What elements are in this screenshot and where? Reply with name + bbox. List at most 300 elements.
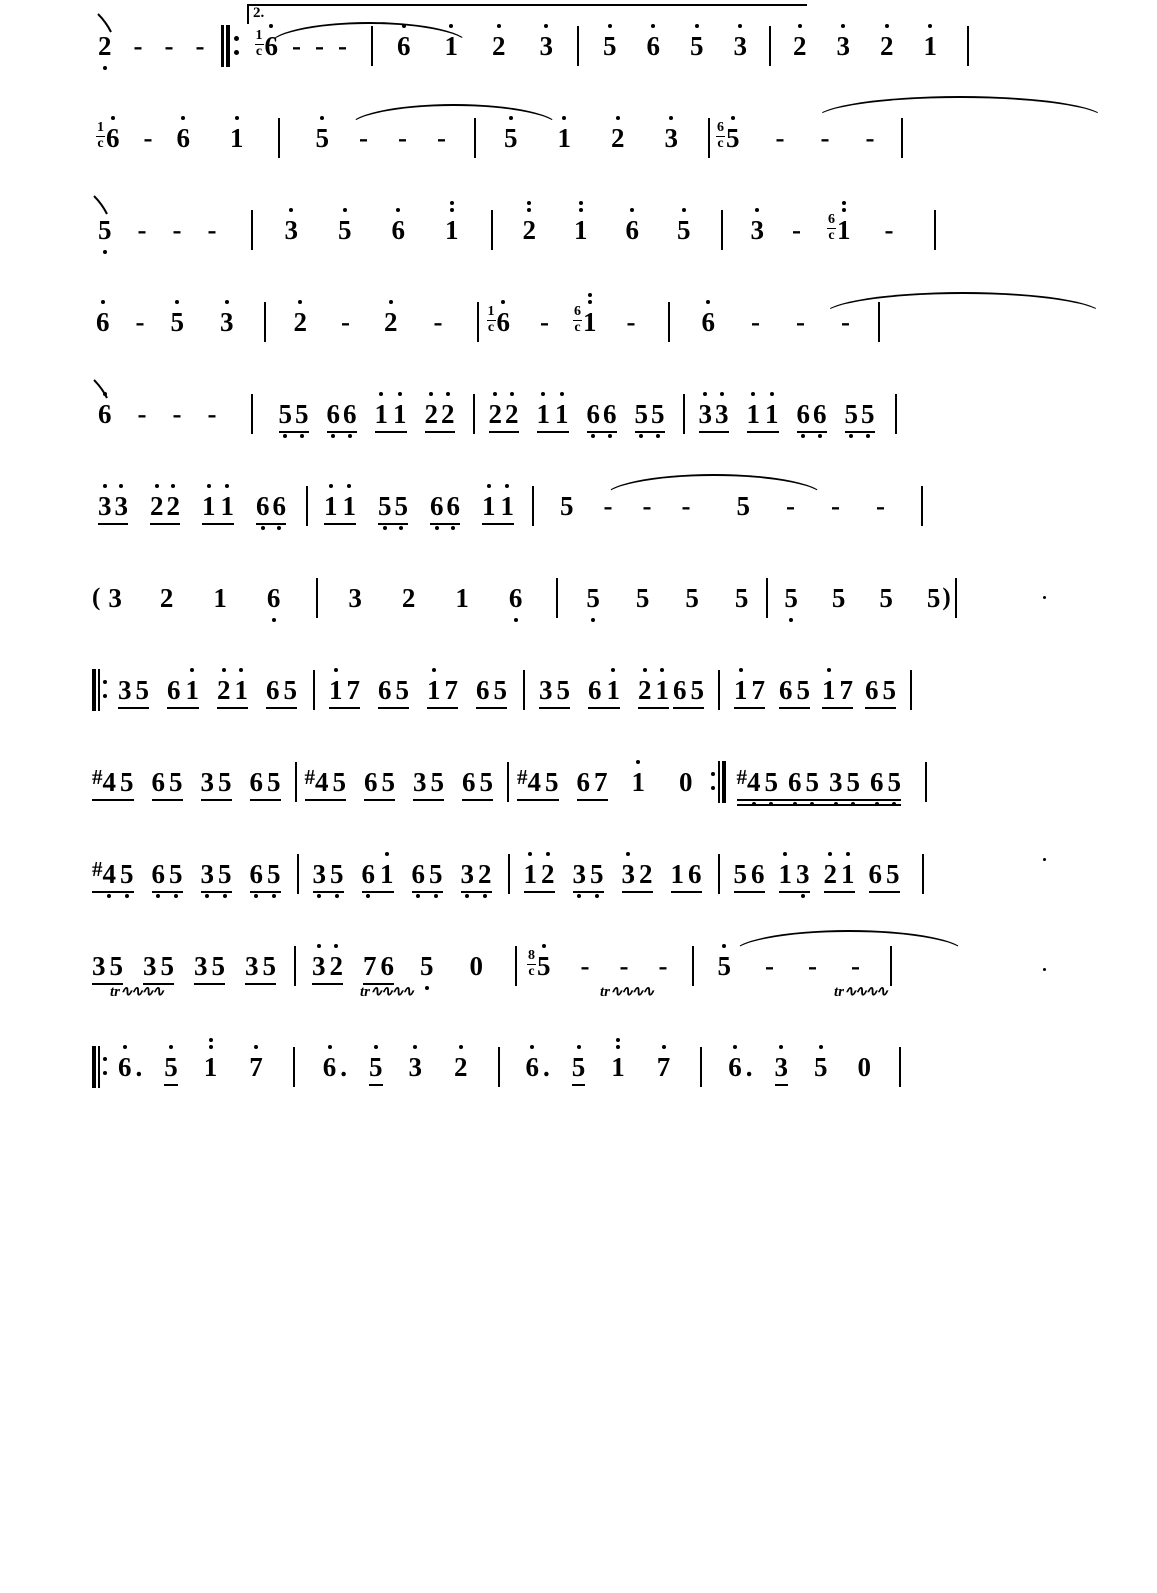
note: 5 bbox=[218, 861, 232, 888]
barline bbox=[925, 762, 927, 802]
beamed-note-group bbox=[430, 490, 460, 521]
beamed-note-group bbox=[774, 1051, 789, 1082]
note: 3 bbox=[837, 33, 851, 60]
note: 5 bbox=[685, 582, 699, 613]
barline bbox=[293, 1047, 295, 1087]
note: 1 bbox=[380, 861, 394, 888]
note: 1 bbox=[445, 217, 459, 244]
note: 5 bbox=[603, 33, 617, 60]
sharp-accidental: # bbox=[92, 764, 103, 789]
note: 6 bbox=[250, 861, 264, 888]
barline bbox=[895, 394, 897, 434]
beamed-note-group bbox=[164, 1051, 178, 1082]
note: 6 bbox=[626, 217, 640, 244]
note-extender: - bbox=[195, 30, 205, 61]
note: 5 bbox=[430, 766, 444, 797]
note: 6 bbox=[96, 309, 110, 336]
note-extender: - bbox=[820, 122, 830, 153]
barline bbox=[766, 578, 768, 618]
note: 5 bbox=[861, 401, 875, 428]
note-extender: - bbox=[603, 490, 613, 521]
note: 5 bbox=[332, 766, 346, 797]
note: 4 bbox=[102, 766, 116, 797]
note: 5 bbox=[171, 309, 185, 336]
sharp-accidental: # bbox=[92, 856, 103, 881]
note: 5 bbox=[211, 950, 225, 981]
note: 1 bbox=[632, 769, 646, 796]
note: 2 bbox=[425, 401, 439, 428]
beamed-note-group bbox=[249, 766, 281, 797]
beamed-note-group bbox=[796, 398, 827, 429]
barline bbox=[473, 394, 475, 434]
beamed-note-group bbox=[278, 398, 309, 429]
grace-note-fraction: 8 c bbox=[528, 947, 535, 979]
note: 5 bbox=[262, 950, 276, 981]
note: 6 bbox=[430, 493, 444, 520]
note: 4 bbox=[747, 769, 761, 796]
staff-system-12 bbox=[0, 984, 1157, 1122]
augmentation-dot: . bbox=[745, 1051, 753, 1082]
slur-arc bbox=[348, 104, 560, 128]
beamed-note-group bbox=[364, 766, 395, 797]
augmentation-dot: . bbox=[543, 1051, 550, 1082]
beamed-note-group bbox=[576, 766, 608, 797]
note: 5 bbox=[635, 582, 650, 613]
note-extender: - bbox=[433, 306, 443, 337]
note: 5 bbox=[395, 674, 409, 705]
note: 2 bbox=[401, 582, 416, 613]
repeat-start-barline bbox=[92, 1046, 110, 1088]
note: 5 bbox=[545, 766, 559, 797]
appoggiatura-stroke-icon bbox=[92, 194, 110, 216]
note: 5 bbox=[718, 953, 732, 980]
note: 5 bbox=[381, 766, 395, 797]
staff-system-8 bbox=[0, 644, 1157, 736]
beamed-note-group bbox=[369, 1051, 383, 1082]
barline bbox=[316, 578, 318, 618]
note: 6 bbox=[813, 401, 827, 428]
page-speck bbox=[1043, 968, 1046, 971]
note: 3 bbox=[200, 766, 214, 797]
note: 6 bbox=[779, 674, 793, 705]
beamed-note-group bbox=[378, 674, 409, 705]
barline bbox=[371, 26, 373, 66]
note: 2 bbox=[98, 33, 112, 60]
note-extender: - bbox=[164, 30, 174, 61]
note-extender: - bbox=[642, 490, 652, 521]
note-extender: - bbox=[133, 30, 143, 61]
note-extender: - bbox=[137, 398, 147, 429]
note-extender: - bbox=[841, 306, 850, 337]
beamed-note-group bbox=[868, 858, 900, 889]
beamed-note-group bbox=[378, 490, 408, 521]
beamed-note-group bbox=[312, 858, 344, 889]
beamed-note-group bbox=[249, 858, 281, 889]
barline bbox=[294, 946, 296, 986]
note: 6 bbox=[343, 401, 357, 428]
note: 1 bbox=[482, 493, 496, 520]
note: 1 bbox=[822, 677, 836, 704]
note: 1 bbox=[393, 401, 407, 428]
note: 1 bbox=[343, 493, 357, 520]
note: 6 bbox=[380, 950, 394, 981]
note: 5 bbox=[316, 125, 330, 152]
note: 6 bbox=[249, 766, 263, 797]
beamed-note-group bbox=[539, 674, 570, 705]
note: 2 bbox=[159, 582, 174, 613]
note: 1 bbox=[537, 401, 551, 428]
beamed-note-group bbox=[245, 950, 276, 981]
note: 5 bbox=[736, 490, 750, 521]
note: 1 bbox=[230, 125, 244, 152]
note: 2 bbox=[478, 861, 492, 888]
note: 3 bbox=[622, 861, 636, 888]
note: 2 bbox=[793, 33, 807, 60]
staff-system-11 bbox=[0, 920, 1157, 1012]
grace-note-fraction: 1 c bbox=[97, 119, 104, 151]
beamed-note-group bbox=[256, 490, 286, 521]
note: 3 bbox=[285, 217, 299, 244]
sharp-accidental: # bbox=[304, 764, 315, 789]
note-extender: - bbox=[619, 950, 629, 981]
repeat-barline bbox=[221, 25, 245, 67]
note: 5 bbox=[120, 766, 134, 797]
note: 6 bbox=[647, 33, 661, 60]
note: 5 bbox=[635, 401, 649, 428]
beamed-note-group bbox=[151, 858, 183, 889]
beamed-note-group bbox=[822, 674, 853, 705]
note: 1 bbox=[574, 217, 588, 244]
note: 5 bbox=[590, 861, 604, 888]
note: 5 bbox=[378, 493, 392, 520]
repeat-end-barline bbox=[709, 761, 729, 803]
note: 6 bbox=[587, 401, 601, 428]
note: 7 bbox=[594, 766, 608, 797]
note: 6 bbox=[273, 493, 287, 520]
staff-system-5 bbox=[0, 368, 1157, 460]
rest: 0 bbox=[469, 950, 483, 981]
barline bbox=[507, 762, 509, 802]
note: 5 bbox=[279, 401, 293, 428]
beamed-note-group bbox=[698, 398, 729, 429]
beamed-note-group bbox=[779, 674, 810, 705]
note: 1 bbox=[455, 582, 469, 613]
note: 6 bbox=[447, 493, 461, 520]
beamed-note-group bbox=[736, 764, 902, 797]
note: 2 bbox=[441, 401, 455, 428]
note: 3 bbox=[312, 953, 326, 980]
beamed-note-group bbox=[476, 674, 507, 705]
beamed-note-group bbox=[523, 858, 555, 889]
barline bbox=[474, 118, 476, 158]
note-extender: - bbox=[172, 398, 182, 429]
note: 4 bbox=[527, 766, 541, 797]
repeat-start-barline bbox=[92, 669, 110, 711]
note-extender: - bbox=[315, 30, 324, 61]
barline bbox=[556, 578, 558, 618]
note: 6 bbox=[362, 861, 376, 888]
beamed-note-group bbox=[92, 950, 123, 981]
note: 7 bbox=[657, 1054, 671, 1081]
barline bbox=[683, 394, 685, 434]
beamed-note-group bbox=[517, 764, 559, 797]
staff-system-9 bbox=[0, 736, 1157, 828]
note: 5 bbox=[338, 217, 352, 244]
note-extender: - bbox=[338, 30, 347, 61]
note: 5 bbox=[295, 401, 309, 428]
barline bbox=[922, 854, 924, 894]
note: 6 bbox=[392, 217, 406, 244]
beamed-note-group bbox=[823, 858, 855, 889]
beamed-note-group bbox=[673, 674, 704, 705]
grace-note-fraction: 6 c bbox=[574, 303, 581, 335]
trill-mark: tr∿∿∿∿ bbox=[360, 984, 413, 1000]
beamed-note-group bbox=[778, 858, 810, 889]
note: 1 bbox=[558, 125, 572, 152]
note: 1 bbox=[329, 677, 343, 704]
barline bbox=[769, 26, 771, 66]
beamed-note-group bbox=[202, 490, 234, 521]
beamed-note-group bbox=[200, 858, 232, 889]
note: 5 bbox=[479, 766, 493, 797]
ending-label: 2. bbox=[253, 5, 265, 21]
note: 5 bbox=[882, 674, 896, 705]
note-extender: - bbox=[681, 490, 691, 521]
note: 1 bbox=[841, 861, 855, 888]
note: 3 bbox=[734, 33, 748, 60]
note: 1 bbox=[202, 493, 216, 520]
note-extender: - bbox=[341, 306, 350, 337]
beamed-note-group bbox=[482, 490, 514, 521]
note: 2 bbox=[167, 493, 181, 520]
note: 3 bbox=[573, 861, 587, 888]
barline bbox=[278, 118, 280, 158]
note: 6 bbox=[177, 125, 191, 152]
note: 1 bbox=[837, 217, 851, 244]
note: 7 bbox=[346, 674, 360, 705]
beamed-note-group bbox=[638, 674, 669, 705]
note: 5 bbox=[164, 1054, 178, 1081]
note: 5 bbox=[690, 674, 704, 705]
note: 5 bbox=[420, 953, 434, 980]
beamed-note-group bbox=[733, 858, 765, 889]
note: 5 bbox=[330, 861, 344, 888]
note: 6 bbox=[462, 766, 476, 797]
note: 6 bbox=[323, 1054, 337, 1081]
beamed-note-group bbox=[304, 764, 347, 797]
page-speck bbox=[1043, 596, 1046, 599]
note: 1 bbox=[656, 677, 670, 704]
note: 5 bbox=[109, 950, 123, 981]
note: 5 bbox=[879, 582, 893, 613]
note: 1 bbox=[607, 677, 621, 704]
note: 5 bbox=[135, 674, 149, 705]
grace-note-fraction: 6 c bbox=[828, 211, 835, 243]
beamed-note-group bbox=[118, 674, 149, 705]
barline bbox=[721, 210, 723, 250]
note: 5 bbox=[690, 33, 704, 60]
note: 6 bbox=[265, 33, 279, 60]
note: 2 bbox=[541, 861, 555, 888]
barline bbox=[668, 302, 670, 342]
beamed-note-group bbox=[734, 674, 765, 705]
note-extender: - bbox=[851, 950, 860, 981]
note: 4 bbox=[103, 861, 117, 888]
note-extender: - bbox=[792, 214, 801, 245]
note: 3 bbox=[313, 861, 327, 888]
note: 4 bbox=[315, 766, 329, 797]
note: 5 bbox=[586, 585, 600, 612]
barline bbox=[692, 946, 694, 986]
note: 3 bbox=[194, 950, 208, 981]
note: 2 bbox=[824, 861, 838, 888]
note: 5 bbox=[267, 861, 281, 888]
barline bbox=[910, 670, 912, 710]
note-extender: - bbox=[135, 306, 145, 337]
note: 6 bbox=[476, 674, 490, 705]
beamed-note-group bbox=[326, 398, 357, 429]
note-extender: - bbox=[884, 214, 894, 245]
note: 6 bbox=[673, 674, 687, 705]
rest: 0 bbox=[679, 766, 693, 797]
note: 6 bbox=[509, 585, 523, 612]
beamed-note-group bbox=[92, 856, 134, 889]
barline bbox=[890, 946, 892, 986]
note: 5 bbox=[726, 125, 740, 152]
note-extender: - bbox=[831, 490, 840, 521]
slur-arc bbox=[814, 96, 1106, 120]
note: 3 bbox=[775, 1054, 789, 1081]
note: 6 bbox=[526, 1054, 540, 1081]
barline bbox=[901, 118, 903, 158]
open-parenthesis: ( bbox=[92, 584, 101, 611]
note: 1 bbox=[445, 33, 459, 60]
sharp-accidental: # bbox=[736, 764, 747, 789]
trill-mark: tr∿∿∿∿ bbox=[834, 984, 887, 1000]
beamed-note-group bbox=[536, 398, 569, 429]
note: 6 bbox=[870, 769, 884, 796]
beamed-note-group bbox=[488, 398, 519, 429]
page-speck bbox=[1043, 858, 1046, 861]
note: 1 bbox=[583, 309, 597, 336]
note: 1 bbox=[734, 677, 748, 704]
note: 3 bbox=[829, 769, 843, 796]
beamed-note-group bbox=[217, 674, 248, 705]
note: 2 bbox=[384, 309, 398, 336]
note-extender: - bbox=[143, 122, 153, 153]
sharp-accidental: # bbox=[517, 764, 528, 789]
barline bbox=[955, 578, 957, 618]
note: 3 bbox=[118, 674, 132, 705]
note: 2 bbox=[505, 401, 519, 428]
note-extender: - bbox=[626, 306, 636, 337]
note: 3 bbox=[348, 582, 362, 613]
beamed-note-group bbox=[143, 950, 174, 981]
note-extender: - bbox=[658, 950, 668, 981]
beamed-note-group bbox=[363, 950, 394, 981]
note-extender: - bbox=[172, 214, 182, 245]
note: 5 bbox=[831, 582, 846, 613]
note-extender: - bbox=[437, 122, 446, 153]
barline bbox=[934, 210, 936, 250]
beamed-note-group bbox=[266, 674, 297, 705]
note: 5 bbox=[169, 766, 183, 797]
note-extender: - bbox=[775, 122, 785, 153]
note: 6 bbox=[266, 674, 280, 705]
note-extender: - bbox=[292, 30, 301, 61]
grace-note-fraction: 6 c bbox=[717, 119, 724, 151]
note: 3 bbox=[796, 861, 810, 888]
beamed-note-group bbox=[634, 398, 665, 429]
barline bbox=[967, 26, 969, 66]
note: 6 bbox=[751, 858, 765, 889]
note: 6 bbox=[576, 766, 590, 797]
note: 5 bbox=[765, 769, 779, 796]
note: 5 bbox=[395, 493, 409, 520]
beamed-note-group bbox=[194, 950, 225, 981]
note: 6 bbox=[412, 861, 426, 888]
note: 1 bbox=[779, 861, 793, 888]
note: 3 bbox=[699, 401, 713, 428]
trill-mark: tr∿∿∿∿ bbox=[600, 984, 653, 1000]
note: 5 bbox=[169, 861, 183, 888]
staff-system-7 bbox=[0, 552, 1157, 644]
note: 6 bbox=[152, 861, 166, 888]
note: 2 bbox=[492, 33, 506, 60]
staff-system-2 bbox=[0, 92, 1157, 184]
note: 5 bbox=[267, 766, 281, 797]
beamed-note-group bbox=[586, 398, 617, 429]
note: 6 bbox=[98, 401, 112, 428]
beamed-note-group bbox=[324, 490, 356, 521]
beamed-note-group bbox=[150, 490, 180, 521]
note: 5 bbox=[160, 950, 174, 981]
note: 5 bbox=[845, 401, 859, 428]
barline bbox=[532, 486, 534, 526]
appoggiatura-stroke-icon bbox=[92, 378, 110, 400]
barline bbox=[498, 1047, 500, 1087]
note-extender: - bbox=[865, 122, 875, 153]
note: 2 bbox=[217, 677, 231, 704]
note-extender: - bbox=[580, 950, 590, 981]
note: 3 bbox=[409, 1054, 423, 1081]
beamed-note-group bbox=[427, 674, 458, 705]
note: 5 bbox=[429, 861, 443, 888]
note: 5 bbox=[537, 953, 551, 980]
staff-system-1 bbox=[0, 0, 1157, 92]
beamed-note-group bbox=[844, 398, 875, 429]
note: 1 bbox=[555, 401, 569, 428]
note: 6 bbox=[868, 858, 882, 889]
note: 3 bbox=[98, 493, 112, 520]
beamed-note-group bbox=[865, 674, 896, 705]
beamed-note-group bbox=[746, 398, 779, 429]
note: 1 bbox=[186, 677, 200, 704]
note: 6 bbox=[497, 309, 511, 336]
note: 6 bbox=[151, 766, 165, 797]
beamed-note-group bbox=[329, 674, 360, 705]
barline bbox=[515, 946, 517, 986]
note: 5 bbox=[806, 769, 820, 796]
note: 6 bbox=[106, 125, 120, 152]
staff-system-4 bbox=[0, 276, 1157, 368]
note: 7 bbox=[444, 674, 458, 705]
note: 6 bbox=[702, 309, 716, 336]
note: 5 bbox=[651, 401, 665, 428]
barline bbox=[297, 854, 299, 894]
note-extender: - bbox=[207, 398, 217, 429]
note: 3 bbox=[108, 582, 122, 613]
